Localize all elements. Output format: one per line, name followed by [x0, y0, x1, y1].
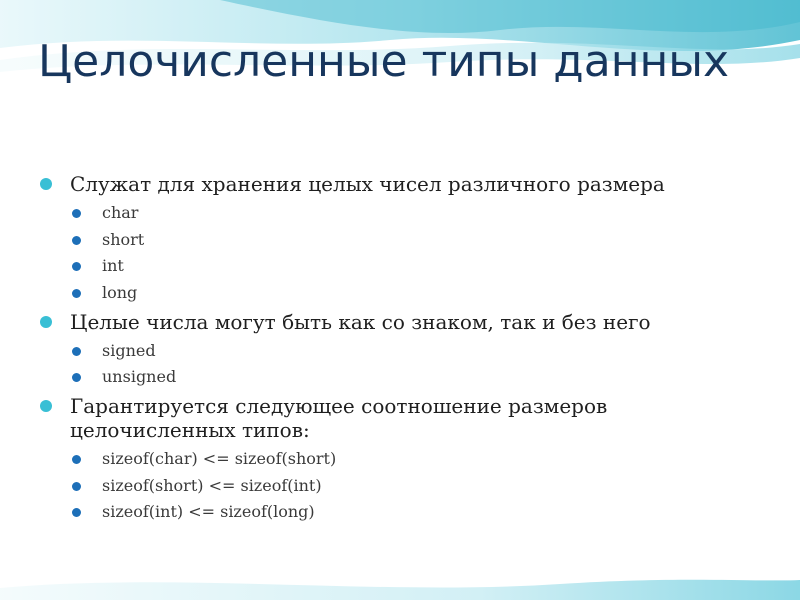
sub-bullet-item — [70, 448, 760, 470]
bullet-item — [40, 310, 760, 389]
sub-bullet-text: unsigned — [102, 367, 177, 386]
sub-bullet-text: int — [102, 256, 124, 275]
sub-bullet-dot-icon — [72, 262, 81, 271]
sub-bullet-dot-icon — [72, 508, 81, 517]
sub-bullet-dot-icon — [72, 289, 81, 298]
sub-bullet-item — [70, 255, 760, 277]
sub-bullet-dot-icon — [72, 482, 81, 491]
bullet-list — [40, 172, 760, 523]
sub-bullet-item — [70, 340, 760, 362]
sub-bullet-list — [70, 340, 760, 389]
bullet-item — [40, 394, 760, 523]
slide-content — [40, 172, 760, 529]
slide-title: Целочисленные типы данных — [38, 36, 730, 87]
sub-bullet-text: short — [102, 229, 145, 249]
sub-bullet-text: signed — [102, 340, 156, 360]
sub-bullet-dot-icon — [72, 209, 81, 218]
sub-bullet-item — [70, 229, 760, 251]
bullet-dot-icon — [40, 400, 52, 412]
sub-bullet-text: sizeof(char) <= sizeof(short) — [102, 449, 337, 468]
sub-bullet-item — [70, 501, 760, 523]
sub-bullet-text: sizeof(short) <= sizeof(int) — [102, 475, 322, 495]
sub-bullet-item — [70, 475, 760, 497]
sub-bullet-dot-icon — [72, 373, 81, 382]
wave-bottom-band — [0, 580, 800, 600]
bullet-text: Целые числа могут быть как со знаком, так и без него — [70, 309, 651, 334]
sub-bullet-text: char — [102, 203, 139, 222]
sub-bullet-item — [70, 366, 760, 388]
sub-bullet-list — [70, 202, 760, 304]
bullet-text: Гарантируется следующее соотношение размеров целочисленных типов: — [70, 394, 608, 442]
sub-bullet-item — [70, 202, 760, 224]
bullet-dot-icon — [40, 178, 52, 190]
bullet-item — [40, 172, 760, 304]
sub-bullet-list — [70, 448, 760, 523]
sub-bullet-item — [70, 282, 760, 304]
sub-bullet-dot-icon — [72, 455, 81, 464]
sub-bullet-dot-icon — [72, 236, 81, 245]
sub-bullet-text: sizeof(int) <= sizeof(long) — [102, 502, 315, 521]
bullet-text: Служат для хранения целых чисел различного размера — [70, 172, 665, 196]
sub-bullet-dot-icon — [72, 347, 81, 356]
bullet-dot-icon — [40, 316, 52, 328]
sub-bullet-text: long — [102, 282, 138, 302]
